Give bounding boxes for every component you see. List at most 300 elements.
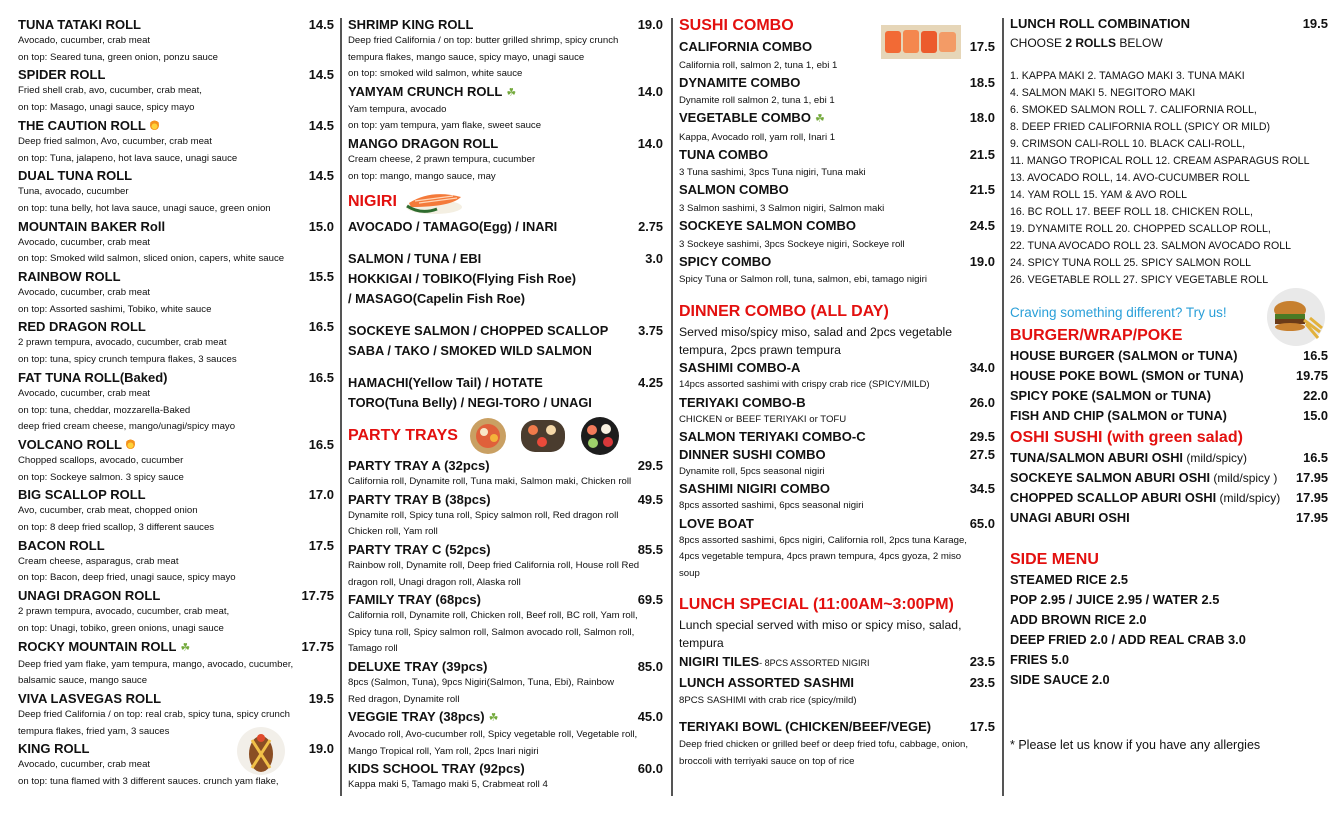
oshi-item-note: (mild/spicy) xyxy=(1216,491,1281,505)
side-item: POP 2.95 / JUICE 2.95 / WATER 2.5 xyxy=(1010,592,1220,607)
lunch-special-intro xyxy=(679,617,995,652)
description-line: on top: Unagi, tobiko, green onions, unagi sauce xyxy=(18,622,224,634)
intro-line: tempura xyxy=(679,635,724,650)
oshi-item-name: TUNA/SALMON ABURI OSHI xyxy=(1010,450,1183,465)
description-line: 8pcs (Salmon, Tuna), 9pcs Nigiri(Salmon, Tuna, Ebi), Rainbow xyxy=(348,676,615,688)
menu-item-name: KING ROLL xyxy=(18,741,90,757)
menu-item xyxy=(18,690,334,740)
menu-item-price: 19.0 xyxy=(637,17,663,32)
description-line: on top: mango, mango sauce, may xyxy=(348,170,496,182)
menu-item-description xyxy=(679,377,995,393)
menu-item-name: PARTY TRAY C (52pcs) xyxy=(348,541,491,557)
menu-item-name: RAINBOW ROLL xyxy=(18,269,121,285)
burger-item-name: FISH AND CHIP (SALMON or TUNA) xyxy=(1010,408,1227,423)
menu-item-price: 23.5 xyxy=(969,654,995,669)
menu-item-description xyxy=(18,235,334,268)
menu-item-name: DYNAMITE COMBO xyxy=(679,74,801,90)
menu-item xyxy=(679,446,995,480)
menu-item-name: ROCKY MOUNTAIN ROLL xyxy=(18,638,177,654)
menu-item-header xyxy=(679,515,995,533)
description-line: California roll, salmon 2, tuna 1, ebi 1 xyxy=(679,59,838,71)
menu-item-price: 17.5 xyxy=(969,719,995,735)
menu-item-price: 34.5 xyxy=(969,481,995,497)
menu-item-description xyxy=(348,608,663,658)
burger-item-name: HOUSE POKE BOWL (SMON or TUNA) xyxy=(1010,368,1244,383)
dinner-combo-title: DINNER COMBO (ALL DAY) xyxy=(679,303,889,321)
menu-item-description xyxy=(18,134,334,167)
menu-item-description xyxy=(348,675,663,708)
menu-item-header xyxy=(18,16,334,33)
rolls-nigiri-party-column xyxy=(348,16,663,800)
description-line: Avocado, cucumber, crab meat xyxy=(18,759,151,771)
specialty-rolls-column xyxy=(18,16,334,800)
menu-item-name: VOLCANO ROLL xyxy=(18,436,122,452)
flame-icon xyxy=(126,437,135,449)
description-line: Fried shell crab, avo, cucumber, crab meat, xyxy=(18,85,202,97)
menu-item-header xyxy=(18,369,334,386)
side-item: SIDE SAUCE 2.0 xyxy=(1010,672,1110,687)
description-line: soup xyxy=(679,567,700,579)
party-trays-title: PARTY TRAYS xyxy=(348,427,458,445)
column-divider xyxy=(340,18,342,796)
roll-choice-line: 11. MANGO TROPICAL ROLL 12. CREAM ASPARAGUS ROLL xyxy=(1010,155,1310,167)
menu-item xyxy=(348,16,663,83)
menu-item xyxy=(348,658,663,708)
menu-item-price: 29.5 xyxy=(969,428,995,444)
menu-item-price: 16.5 xyxy=(308,369,334,385)
description-line: 3 Tuna sashimi, 3pcs Tuna nigiri, Tuna maki xyxy=(679,167,866,179)
menu-item-name: FAT TUNA ROLL(Baked) xyxy=(18,369,168,385)
menu-item-price: 21.5 xyxy=(969,182,995,198)
description-line: deep fried cream cheese, mango/unagi/spicy mayo xyxy=(18,421,236,433)
menu-item-price: 17.75 xyxy=(301,638,334,654)
menu-item xyxy=(18,486,334,536)
nigiri-header xyxy=(348,187,663,217)
menu-item-header xyxy=(348,591,663,608)
nigiri-list xyxy=(348,217,663,413)
menu-item-name: SOCKEYE SALMON COMBO xyxy=(679,217,856,233)
menu-item xyxy=(679,74,995,110)
menu-item-name: PARTY TRAY A (32pcs) xyxy=(348,458,490,474)
menu-item-name: TUNA COMBO xyxy=(679,146,769,162)
description-line: Deep fried yam flake, yam tempura, mango, avocado, cucumber, xyxy=(18,658,294,670)
description-line: California roll, Dynamite roll, Tuna maki, Salmon maki, Chicken roll xyxy=(348,476,632,488)
menu-item-header xyxy=(679,480,995,498)
description-line: Red dragon, Dynamite roll xyxy=(348,693,460,705)
description-line: CHICKEN or BEEF TERIYAKI or TOFU xyxy=(679,413,847,425)
lunch-roll-combination: LUNCH ROLL COMBINATION 19.5 xyxy=(1010,16,1328,31)
roll-choice-line: 6. SMOKED SALMON ROLL 7. CALIFORNIA ROLL, xyxy=(1010,104,1257,116)
burger-item xyxy=(1010,386,1328,406)
oshi-list xyxy=(1010,448,1328,528)
party-tray-photo xyxy=(518,416,568,456)
menu-item-header xyxy=(679,181,995,200)
menu-item-description xyxy=(679,737,995,770)
party-tray-photo xyxy=(464,416,512,456)
oshi-sushi-title: OSHI SUSHI (with green salad) xyxy=(1010,429,1243,446)
menu-item-header xyxy=(679,652,995,673)
description-line: Kappa maki 5, Tamago maki 5, Crabmeat roll 4 xyxy=(348,779,548,791)
menu-item-description xyxy=(679,57,995,74)
menu-item-header xyxy=(18,486,334,503)
menu-item-price: 17.5 xyxy=(308,537,334,553)
oshi-item xyxy=(1010,488,1328,508)
oshi-item-note: (mild/spicy) xyxy=(1183,451,1248,465)
description-line: Chopped scallops, avocado, cucumber xyxy=(18,454,184,466)
menu-item-name: DINNER SUSHI COMBO xyxy=(679,446,826,462)
menu-item-description xyxy=(18,707,334,740)
menu-item-description xyxy=(348,558,663,591)
menu-item-name: LOVE BOAT xyxy=(679,515,754,531)
description-line: 3 Sockeye sashimi, 3pcs Sockeye nigiri, Sockeye roll xyxy=(679,238,905,250)
nigiri-line xyxy=(348,269,663,289)
menu-item xyxy=(679,652,995,673)
menu-item-description xyxy=(679,464,995,480)
burger-item xyxy=(1010,346,1328,366)
menu-item-header xyxy=(18,218,334,235)
menu-item xyxy=(679,480,995,514)
dinner-combo-intro xyxy=(679,324,995,359)
menu-item-price: 14.5 xyxy=(308,168,334,184)
description-line: 3 Salmon sashimi, 3 Salmon nigiri, Salmon maki xyxy=(679,202,885,214)
nigiri-line xyxy=(348,249,663,269)
party-trays-header xyxy=(348,415,663,457)
menu-item-price: 85.0 xyxy=(637,658,663,674)
nigiri-price: 4.25 xyxy=(638,375,663,391)
menu-item xyxy=(348,457,663,491)
menu-item-name: FAMILY TRAY (68pcs) xyxy=(348,592,481,608)
menu-item-header xyxy=(679,428,995,446)
menu-item-header xyxy=(348,83,663,102)
menu-item-header xyxy=(348,760,663,777)
roll-choice-line: 22. TUNA AVOCADO ROLL 23. SALMON AVOCADO ROLL xyxy=(1010,240,1292,252)
menu-item-header xyxy=(679,673,995,693)
description-line: Avocado, cucumber, crab meat xyxy=(18,35,151,46)
menu-item-description xyxy=(18,33,334,66)
menu-item xyxy=(679,253,995,289)
description-line: Spicy Tuna or Salmon roll, tuna, salmon, ebi, tamago nigiri xyxy=(679,274,927,286)
menu-item-description xyxy=(679,693,995,709)
menu-item-price: 19.5 xyxy=(308,690,334,706)
menu-item xyxy=(18,436,334,486)
menu-item-price: 15.5 xyxy=(308,269,334,285)
menu-item-price: 16.5 xyxy=(308,319,334,335)
menu-item-name: LUNCH ASSORTED SASHMI xyxy=(679,675,855,690)
description-line: 2 prawn tempura, avocado, cucumber, crab meat, xyxy=(18,606,230,618)
description-line: Dynamite roll salmon 2, tuna 1, ebi 1 xyxy=(679,95,835,107)
menu-item xyxy=(679,717,995,770)
side-item: ADD BROWN RICE 2.0 xyxy=(1010,612,1147,627)
nigiri-names: SOCKEYE SALMON / CHOPPED SCALLOP xyxy=(348,323,609,339)
menu-item xyxy=(679,428,995,446)
description-line: 8PCS SASHIMI with crab rice (spicy/mild) xyxy=(679,695,857,706)
menu-item xyxy=(18,268,334,318)
menu-item-price: 26.0 xyxy=(969,394,995,410)
description-line: Tamago roll xyxy=(348,643,398,655)
description-line: on top: smoked wild salmon, white sauce xyxy=(348,68,523,80)
description-line: on top: yam tempura, yam flake, sweet sauce xyxy=(348,120,542,132)
menu-item-description xyxy=(18,657,334,690)
menu-item-description xyxy=(348,474,663,491)
menu-item xyxy=(18,369,334,436)
intro-line: Served miso/spicy miso, salad and 2pcs vegetable xyxy=(679,325,953,340)
nigiri-names: HOKKIGAI / TOBIKO(Flying Fish Roe) xyxy=(348,271,576,287)
menu-item xyxy=(679,146,995,182)
menu-item-description xyxy=(348,33,663,83)
menu-item xyxy=(18,638,334,690)
lunch-special-list xyxy=(679,652,995,770)
description-line: Avocado, cucumber, crab meat xyxy=(18,236,151,248)
nigiri-price: 3.75 xyxy=(638,323,663,339)
menu-item-header xyxy=(18,436,334,453)
description-line: 8pcs assorted sashimi, 6pcs nigiri, California roll, 2pcs tuna Karage, xyxy=(679,534,967,546)
description-line: Deep fried chicken or grilled beef or deep fried tofu, cabbage, onion, xyxy=(679,739,969,751)
menu-item xyxy=(18,587,334,637)
menu-item-description xyxy=(18,184,334,217)
nigiri-title: NIGIRI xyxy=(348,193,397,211)
menu-item-description xyxy=(18,386,334,436)
burger-item-name: HOUSE BURGER (SALMON or TUNA) xyxy=(1010,348,1238,363)
description-line: on top: Assorted sashimi, Tobiko, white sauce xyxy=(18,303,212,315)
description-line: on top: tuna flamed with 3 different sauces. crunch yam flake, xyxy=(18,776,279,788)
king-roll-photo xyxy=(236,726,286,776)
burger-item xyxy=(1010,366,1328,386)
roll-choice-line: 9. CRIMSON CALI-ROLL 10. BLACK CALI-ROLL, xyxy=(1010,138,1246,150)
description-line: on top: Masago, unagi sauce, spicy mayo xyxy=(18,102,195,114)
menu-item-description xyxy=(348,777,663,794)
side-item: DEEP FRIED 2.0 / ADD REAL CRAB 3.0 xyxy=(1010,632,1246,647)
sushi-combo-list xyxy=(679,38,995,288)
description-line: Deep fried California / on top: butter grilled shrimp, spicy crunch xyxy=(348,35,619,46)
menu-item-header xyxy=(679,109,995,129)
menu-item xyxy=(679,394,995,428)
menu-item-header xyxy=(348,16,663,33)
menu-item-description xyxy=(679,200,995,217)
menu-item xyxy=(348,83,663,135)
menu-item-price: 17.5 xyxy=(969,39,995,54)
description-line: 14pcs assorted sashimi with crispy crab rice (SPICY/MILD) xyxy=(679,379,930,391)
menu-item-name: BACON ROLL xyxy=(18,537,105,553)
menu-item xyxy=(18,16,334,66)
description-line: Avo, cucumber, crab meat, chopped onion xyxy=(18,505,198,517)
choose-rolls-note: CHOOSE 2 ROLLS BELOW xyxy=(1010,36,1163,50)
menu-item-price: 14.0 xyxy=(637,135,663,151)
description-line: Cream cheese, 2 prawn tempura, cucumber xyxy=(348,153,536,165)
menu-item xyxy=(348,591,663,658)
menu-item-header xyxy=(18,690,334,707)
menu-item-description xyxy=(679,498,995,514)
menu-item-header xyxy=(679,217,995,236)
menu-item xyxy=(18,218,334,268)
nigiri-names: HAMACHI(Yellow Tail) / HOTATE xyxy=(348,375,543,391)
nigiri-names: SALMON / TUNA / EBI xyxy=(348,251,482,267)
nigiri-names: / MASAGO(Capelin Fish Roe) xyxy=(348,291,526,307)
menu-item-header xyxy=(679,253,995,272)
description-line: Yam tempura, avocado xyxy=(348,103,447,115)
oshi-item xyxy=(1010,468,1328,488)
menu-item xyxy=(18,318,334,368)
menu-item-description xyxy=(679,129,995,146)
menu-item-name: BIG SCALLOP ROLL xyxy=(18,487,146,503)
menu-item xyxy=(348,708,663,760)
description-line: on top: Tuna, jalapeno, hot lava sauce, unagi sauce xyxy=(18,152,238,164)
menu-item xyxy=(18,537,334,587)
menu-item-price: 14.5 xyxy=(308,17,334,32)
menu-item-price: 19.0 xyxy=(969,253,995,269)
menu-item-name: MOUNTAIN BAKER Roll xyxy=(18,218,166,234)
menu-item-price: 65.0 xyxy=(969,515,995,531)
menu-item-description xyxy=(18,453,334,486)
menu-item xyxy=(18,117,334,167)
menu-item-name: SHRIMP KING ROLL xyxy=(348,17,474,32)
menu-item-price: 23.5 xyxy=(969,675,995,690)
description-line: Mango Tropical roll, Yam roll, 2pcs Inari nigiri xyxy=(348,745,539,757)
menu-item-header xyxy=(18,740,334,757)
menu-item-price: 49.5 xyxy=(637,491,663,507)
burger-list xyxy=(1010,346,1328,426)
menu-item-note: - 8PCS ASSORTED NIGIRI xyxy=(759,658,870,668)
menu-item-header xyxy=(18,66,334,83)
menu-item-description xyxy=(348,102,663,135)
burger-item-price: 22.0 xyxy=(1303,388,1328,403)
menu-item-price: 15.0 xyxy=(308,218,334,234)
menu-item-price: 16.5 xyxy=(308,436,334,452)
dinner-combo-list xyxy=(679,359,995,582)
roll-choice-line: 8. DEEP FRIED CALIFORNIA ROLL (SPICY OR MILD) xyxy=(1010,121,1271,133)
specialty-rolls-continued xyxy=(348,16,663,185)
description-line: tempura flakes, mango sauce, spicy mayo, unagi sauce xyxy=(348,51,585,63)
nigiri-line xyxy=(348,289,663,309)
party-tray-photo xyxy=(574,416,626,456)
description-line: on top: Seared tuna, green onion, ponzu sauce xyxy=(18,51,219,63)
intro-line: Lunch special served with miso or spicy miso, salad, xyxy=(679,618,962,632)
burger-photo xyxy=(1266,288,1326,346)
menu-item-name: THE CAUTION ROLL xyxy=(18,117,146,133)
menu-item-description xyxy=(679,412,995,428)
menu-item-price: 17.0 xyxy=(308,487,334,503)
menu-item-header xyxy=(348,491,663,508)
sushi-combo-photo xyxy=(881,25,961,59)
description-line: on top: Smoked wild salmon, sliced onion, capers, white sauce xyxy=(18,253,285,265)
menu-item xyxy=(348,541,663,591)
roll-choice-line: 19. DYNAMITE ROLL 20. CHOPPED SCALLOP ROLL, xyxy=(1010,223,1271,235)
menu-item-price: 34.0 xyxy=(969,360,995,376)
oshi-item xyxy=(1010,508,1328,528)
nigiri-price: 2.75 xyxy=(638,219,663,235)
menu-item-header xyxy=(18,167,334,184)
menu-item-name: YAMYAM CRUNCH ROLL xyxy=(348,83,503,99)
column-divider xyxy=(1002,18,1004,796)
menu-item-name: VIVA LASVEGAS ROLL xyxy=(18,690,162,706)
oshi-item-name: CHOPPED SCALLOP ABURI OSHI xyxy=(1010,490,1217,505)
menu-item-header xyxy=(348,658,663,675)
side-item: STEAMED RICE 2.5 xyxy=(1010,572,1129,587)
menu-item-name: SPICY COMBO xyxy=(679,253,772,269)
menu-item-description xyxy=(679,92,995,109)
leaf-icon: ☘ xyxy=(488,712,499,725)
allergy-note: * Please let us know if you have any allergies xyxy=(1010,738,1261,752)
menu-item-name: DELUXE TRAY (39pcs) xyxy=(348,658,488,674)
menu-item-description xyxy=(18,83,334,116)
sushi-combo-title: SUSHI COMBO xyxy=(679,17,794,34)
leaf-icon: ☘ xyxy=(180,641,191,654)
oshi-item-note: (mild/spicy ) xyxy=(1210,471,1278,485)
oshi-item xyxy=(1010,448,1328,468)
menu-item-name: SASHIMI NIGIRI COMBO xyxy=(679,481,830,497)
menu-item-price: 45.0 xyxy=(637,709,663,725)
flame-icon xyxy=(150,118,159,130)
menu-item-price: 69.5 xyxy=(637,592,663,608)
nigiri-line xyxy=(348,217,663,237)
description-line: Chicken roll, Yam roll xyxy=(348,526,438,538)
oshi-item-price: 16.5 xyxy=(1303,450,1328,465)
description-line: 2 prawn tempura, avocado, cucumber, crab meat xyxy=(18,337,227,349)
menu-item-price: 18.5 xyxy=(969,74,995,90)
column-divider xyxy=(671,18,673,796)
menu-item-price: 85.5 xyxy=(637,541,663,557)
nigiri-price: 3.0 xyxy=(645,251,663,267)
nigiri-names: TORO(Tuna Belly) / NEGI-TORO / UNAGI xyxy=(348,395,592,411)
menu-item xyxy=(348,760,663,794)
menu-item-name: DUAL TUNA ROLL xyxy=(18,168,133,184)
description-line: Rainbow roll, Dynamite roll, Deep fried California roll, House roll Red xyxy=(348,559,640,571)
menu-item-name: NIGIRI TILES xyxy=(679,654,760,669)
menu-item-price: 21.5 xyxy=(969,146,995,162)
party-trays-list xyxy=(348,457,663,794)
intro-line: tempura, 2pcs prawn tempura xyxy=(679,342,841,357)
description-line: Avocado, cucumber, crab meat xyxy=(18,287,151,299)
menu-item xyxy=(679,217,995,253)
menu-item-name: SALMON COMBO xyxy=(679,182,789,198)
description-line: Deep fried California / on top: real crab, spicy tuna, spicy crunch xyxy=(18,708,290,720)
leaf-icon: ☘ xyxy=(814,113,825,126)
burger-item-price: 15.0 xyxy=(1303,408,1328,423)
menu-item-header xyxy=(679,359,995,377)
description-line: Avocado roll, Avo-cucumber roll, Spicy vegetable roll, Vegetable roll, xyxy=(348,729,638,741)
combos-column xyxy=(679,16,995,800)
nigiri-line xyxy=(348,393,663,413)
menu-item-header xyxy=(348,457,663,474)
menu-item-price: 24.5 xyxy=(969,217,995,233)
menu-item xyxy=(679,673,995,709)
menu-item xyxy=(18,167,334,217)
nigiri-names: AVOCADO / TAMAGO(Egg) / INARI xyxy=(348,219,558,235)
roll-choice-line: 24. SPICY TUNA ROLL 25. SPICY SALMON ROLL xyxy=(1010,257,1252,269)
menu-item-header xyxy=(348,541,663,558)
description-line: on top: Bacon, deep fried, unagi sauce, spicy mayo xyxy=(18,572,236,584)
menu-item-header xyxy=(348,708,663,727)
roll-choice-line: 4. SALMON MAKI 5. NEGITORO MAKI xyxy=(1010,87,1196,99)
menu-item xyxy=(679,359,995,393)
menu-item xyxy=(18,66,334,116)
menu-item xyxy=(348,135,663,185)
menu-item-header xyxy=(679,717,995,737)
burger-item-name: SPICY POKE (SALMON or TUNA) xyxy=(1010,388,1211,403)
roll-choice-line: 1. KAPPA MAKI 2. TAMAGO MAKI 3. TUNA MAKI xyxy=(1010,70,1245,82)
menu-item-description xyxy=(18,604,334,637)
menu-item-price: 27.5 xyxy=(969,446,995,462)
menu-item-name: SPIDER ROLL xyxy=(18,67,106,83)
menu-item-header xyxy=(18,117,334,134)
menu-item-description xyxy=(18,554,334,587)
menu-item-name: KIDS SCHOOL TRAY (92pcs) xyxy=(348,761,525,777)
oshi-item-price: 17.95 xyxy=(1295,490,1328,505)
description-line: balsamic sauce, mango sauce xyxy=(18,675,148,687)
roll-choice-line: 13. AVOCADO ROLL, 14. AVO-CUCUMBER ROLL xyxy=(1010,172,1250,184)
menu-item xyxy=(679,109,995,146)
menu-item xyxy=(18,740,334,790)
leaf-icon: ☘ xyxy=(506,86,517,99)
